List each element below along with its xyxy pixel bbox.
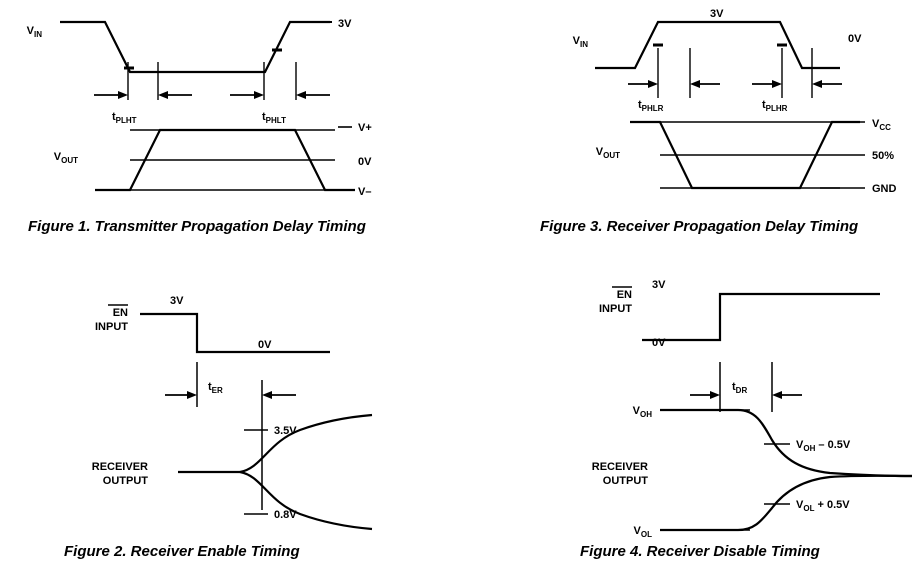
voh-minus-label: $V_{OH} - 0.5V$: [796, 439, 851, 453]
en-input-waveform: [642, 294, 880, 340]
en-input-label-line2: INPUT: [599, 303, 632, 315]
vin-waveform: [60, 22, 330, 72]
receiver-output-label-line2: OUTPUT: [602, 475, 648, 487]
figure-4-caption: Figure 4. Receiver Disable Timing: [580, 543, 820, 560]
en-input-waveform: [140, 314, 330, 352]
tphlr-arrow-group: [628, 80, 720, 88]
vin-label: $V_{IN}$: [572, 35, 588, 49]
receiver-output-label-line2: OUTPUT: [102, 475, 148, 487]
vol-level-label: $V_{OL}$: [633, 525, 652, 539]
tdr-label: $t_{DR}$: [732, 381, 748, 395]
figure-4-svg: [540, 262, 922, 539]
en-input-label-line2: INPUT: [95, 321, 128, 333]
receiver-output-lower: [660, 476, 912, 530]
vin-high-level-label: 3V: [338, 18, 352, 30]
receiver-output-label-line1: RECEIVER: [91, 461, 148, 473]
vin-label: $V_{IN}$: [26, 25, 42, 39]
tphlt-label: $t_{PHLT}$: [262, 111, 286, 125]
figure-2-caption: Figure 2. Receiver Enable Timing: [64, 543, 300, 560]
receiver-output-lower: [240, 472, 372, 529]
ter-arrow-group: [165, 391, 296, 399]
en-high-level-label: 3V: [652, 279, 666, 291]
receiver-output-upper: [240, 415, 372, 472]
figure-3-svg: [540, 0, 922, 210]
upper-threshold-label: 3.5V: [274, 425, 297, 437]
vin-high-level-label: 3V: [710, 8, 724, 20]
en-input-label-line1: EN: [112, 307, 128, 319]
vin-waveform: [595, 22, 840, 68]
en-input-label-line1: EN: [616, 289, 632, 301]
vout-label: $V_{OUT}$: [53, 151, 78, 165]
tphlr-label: $t_{PHLR}$: [638, 99, 664, 113]
receiver-output-upper: [660, 410, 912, 476]
vcc-level-label: $V_{CC}$: [872, 118, 891, 132]
fifty-percent-level-label: 50%: [872, 150, 895, 162]
figure-1-diagram: [0, 0, 460, 210]
tplhr-label: $t_{PLHR}$: [762, 99, 788, 113]
tplht-label: $t_{PLHT}$: [112, 111, 137, 125]
figure-4-diagram: [540, 262, 922, 539]
figure-1-caption: Figure 1. Transmitter Propagation Delay Timing: [28, 218, 366, 235]
lower-threshold-label: 0.8V: [274, 509, 297, 521]
en-low-level-label: 0V: [652, 337, 666, 349]
gnd-level-label: GND: [872, 183, 897, 195]
vplus-level-label: V+: [358, 122, 372, 134]
en-high-level-label: 3V: [170, 295, 184, 307]
ter-label: $t_{ER}$: [208, 381, 223, 395]
vminus-level-label: V–: [358, 186, 372, 198]
en-low-level-label: 0V: [258, 339, 272, 351]
vout-label: $V_{OUT}$: [595, 146, 620, 160]
tplht-arrow-group: [94, 91, 192, 99]
vin-low-level-label: 0V: [848, 33, 862, 45]
figure-3-diagram: [540, 0, 922, 210]
vol-plus-label: $V_{OL} + 0.5V$: [796, 499, 850, 513]
figure-2-svg: [0, 262, 460, 534]
voh-level-label: $V_{OH}$: [632, 405, 652, 419]
figure-2-diagram: [0, 262, 460, 534]
receiver-output-label-line1: RECEIVER: [591, 461, 648, 473]
zero-level-label: 0V: [358, 156, 372, 168]
tphlt-arrow-group: [230, 91, 330, 99]
figure-3-caption: Figure 3. Receiver Propagation Delay Timing: [540, 218, 859, 235]
tplhr-arrow-group: [752, 80, 842, 88]
figure-1-svg: [0, 0, 460, 210]
